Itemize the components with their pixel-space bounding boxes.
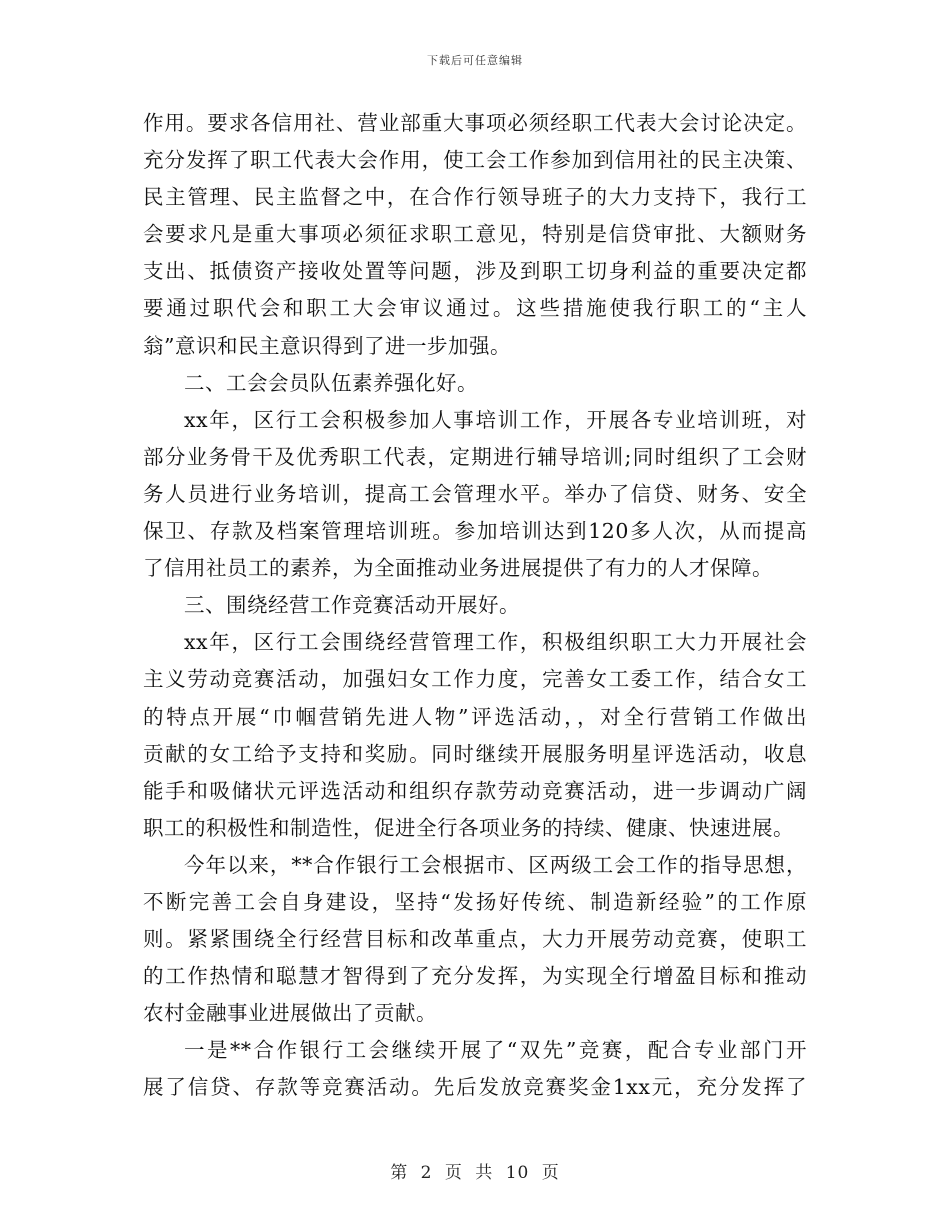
text-line: 今年以来，**合作银行工会根据市、区两级工会工作的指导思想， [184,852,807,877]
text-line: 民主管理、民主监督之中，在合作行领导班子的大力支持下，我行工 [143,185,807,210]
text-line: 职工的积极性和制造性，促进全行各项业务的持续、健康、快速进展。 [143,815,794,840]
text-line: 能手和吸储状元评选活动和组织存款劳动竞赛活动，进一步调动广阔 [143,778,807,803]
text-line: 会要求凡是重大事项必须征求职工意见，特别是信贷审批、大额财务 [143,222,807,247]
text-line: 则。紧紧围绕全行经营目标和改革重点，大力开展劳动竞赛，使职工 [143,927,807,952]
text-line: 充分发挥了职工代表大会作用，使工会工作参加到信用社的民主决策、 [143,148,807,173]
document-body [143,105,807,1107]
text-line: 翁”意识和民主意识得到了进一步加强。 [143,333,511,358]
text-line: 一是**合作银行工会继续开展了“双先”竞赛，配合专业部门开 [184,1038,807,1063]
page-number: 第 2 页 共 10 页 [390,1163,560,1183]
text-line: 主义劳动竞赛活动，加强妇女工作力度，完善女工委工作，结合女工 [143,667,807,692]
text-line: 要通过职代会和职工大会审议通过。这些措施使我行职工的“主人 [143,296,807,321]
text-line: 了信用社员工的素养，为全面推动业务进展提供了有力的人才保障。 [143,556,773,581]
text-line: xx年，区行工会围绕经营管理工作，积极组织职工大力开展社会 [184,630,807,655]
text-line: 保卫、存款及档案管理培训班。参加培训达到120多人次，从而提高 [143,519,807,544]
text-line: xx年，区行工会积极参加人事培训工作，开展各专业培训班，对 [184,407,807,432]
text-line: 务人员进行业务培训，提高工会管理水平。举办了信贷、财务、安全 [143,481,807,506]
text-line: 的特点开展“巾帼营销先进人物”评选活动，，对全行营销工作做出 [143,704,807,729]
text-line: 不断完善工会自身建设，坚持“发扬好传统、制造新经验”的工作原 [143,889,807,914]
text-line: 的工作热情和聪慧才智得到了充分发挥，为实现全行增盈目标和推动 [143,964,807,989]
text-line: 农村金融事业进展做出了贡献。 [143,1001,437,1026]
text-line: 支出、抵债资产接收处置等问题，涉及到职工切身利益的重要决定都 [143,259,807,284]
section-heading: 二、工会会员队伍素养强化好。 [184,370,478,395]
text-line: 作用。要求各信用社、营业部重大事项必须经职工代表大会讨论决定。 [143,111,807,135]
section-heading: 三、围绕经营工作竞赛活动开展好。 [184,593,520,618]
text-line: 贡献的女工给予支持和奖励。同时继续开展服务明星评选活动，收息 [143,741,807,766]
page-header: 下载后可任意编辑 [427,54,523,67]
text-line: 展了信贷、存款等竞赛活动。先后发放竞赛奖金1xx元，充分发挥了 [143,1075,807,1100]
text-line: 部分业务骨干及优秀职工代表，定期进行辅导培训;同时组织了工会财 [143,444,807,469]
